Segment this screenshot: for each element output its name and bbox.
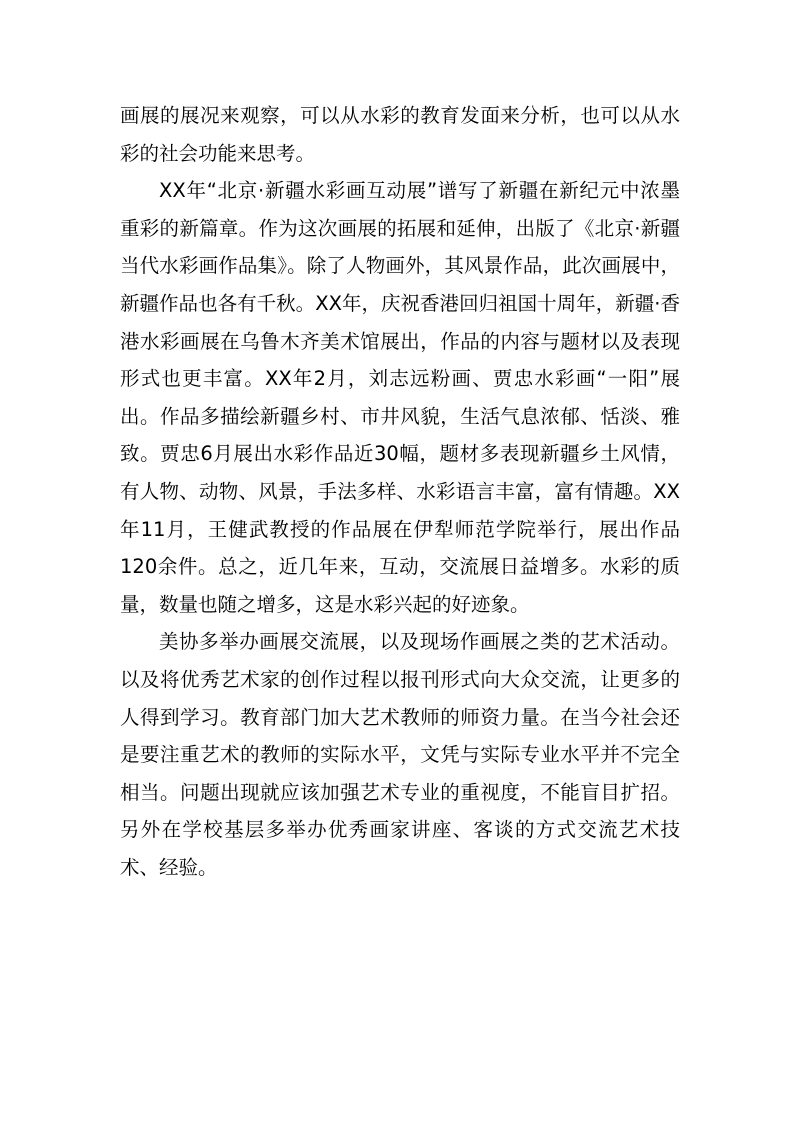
paragraph-continued: 画展的展况来观察，可以从水彩的教育发面来分析，也可以从水彩的社会功能来思考。 [120,104,680,165]
paragraph-exhibitions: XX年“北京·新疆水彩画互动展”谱写了新疆在新纪元中浓墨重彩的新篇章。作为这次画展的拓展和延伸，出版了《北京·新疆当代水彩画作品集》。除了人物画外，其风景作品，此次画展中，新疆作品也各有千秋。XX年，庆祝香港回归祖国十周年，新疆·香港水彩画展在乌鲁木齐美术馆展出，作品的内容与题材以及表现形式也更丰富。XX年2月，刘志远粉画、贾忠水彩画“一阳”展出。作品多描绘新疆乡村、市井风貌，生活气息浓郁、恬淡、雅致。贾忠6月展出水彩作品近30幅，题材多表现新疆乡土风情，有人物、动物、风景，手法多样、水彩语言丰富，富有情趣。XX年11月，王健武教授的作品展在伊犁师范学院举行，展出作品120余件。总之，近几年来，互动，交流展日益增多。水彩的质量，数量也随之增多，这是水彩兴起的好迹象。 [120,179,680,616]
document-body [120,97,680,886]
paragraph-suggestions: 美协多举办画展交流展，以及现场作画展之类的艺术活动。以及将优秀艺术家的创作过程以报刊形式向大众交流，让更多的人得到学习。教育部门加大艺术教师的师资力量。在当今社会还是要注重艺术的教师的实际水平，文凭与实际专业水平并不完全相当。问题出现就应该加强艺术专业的重视度，不能盲目扩招。另外在学校基层多举办优秀画家讲座、客谈的方式交流艺术技术、经验。 [120,630,680,879]
